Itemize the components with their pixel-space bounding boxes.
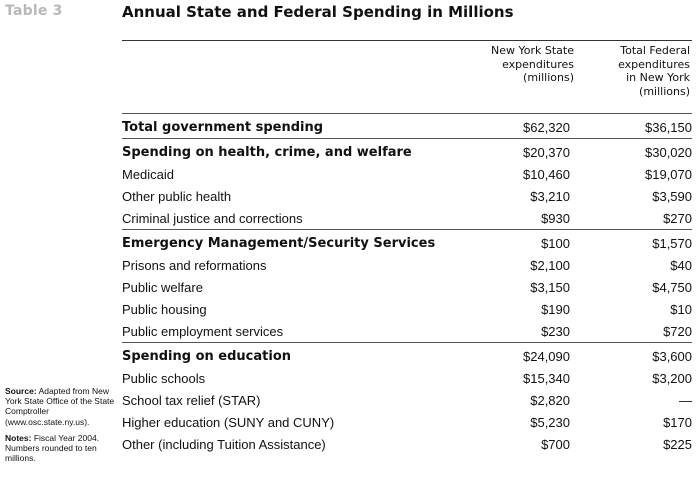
table-row — [122, 320, 692, 342]
top-divider — [122, 40, 692, 41]
federal-value: $270 — [663, 210, 692, 226]
row-label: Criminal justice and corrections — [122, 210, 303, 226]
section-divider — [122, 113, 692, 114]
table-row — [122, 433, 692, 455]
ny-state-value: $5,230 — [530, 414, 570, 430]
table-number-label: Table 3 — [5, 3, 63, 19]
row-label: Spending on health, crime, and welfare — [122, 144, 412, 160]
ny-state-value: $930 — [541, 210, 570, 226]
ny-state-value: $190 — [541, 301, 570, 317]
row-label: Public employment services — [122, 323, 284, 339]
table-section — [122, 113, 692, 138]
column-header-ny-state: New York State expenditures (millions) — [491, 44, 574, 84]
federal-value: $40 — [670, 257, 692, 273]
ny-state-value: $700 — [541, 436, 570, 452]
federal-value: $3,590 — [652, 188, 692, 204]
table-row — [122, 411, 692, 433]
federal-value: — — [679, 392, 692, 408]
side-notes — [5, 386, 117, 469]
ny-state-value: $15,340 — [523, 370, 570, 386]
ny-state-value: $20,370 — [523, 144, 570, 160]
section-header-row — [122, 345, 692, 367]
federal-value: $4,750 — [652, 279, 692, 295]
ny-state-value: $2,100 — [530, 257, 570, 273]
row-label: Public welfare — [122, 279, 203, 295]
section-header-row — [122, 116, 692, 138]
row-label: Public housing — [122, 301, 207, 317]
federal-value: $3,600 — [652, 348, 692, 364]
ny-state-value: $3,150 — [530, 279, 570, 295]
table-title: Annual State and Federal Spending in Millions — [122, 3, 514, 21]
section-header-row — [122, 141, 692, 163]
table-row — [122, 254, 692, 276]
row-label: Prisons and reformations — [122, 257, 267, 273]
ny-state-value: $24,090 — [523, 348, 570, 364]
row-label: School tax relief (STAR) — [122, 392, 261, 408]
table-row — [122, 298, 692, 320]
row-label: Total government spending — [122, 119, 324, 135]
table-row — [122, 276, 692, 298]
federal-value: $720 — [663, 323, 692, 339]
ny-state-value: $62,320 — [523, 119, 570, 135]
ny-state-value: $2,820 — [530, 392, 570, 408]
table-section — [122, 138, 692, 229]
table-section — [122, 229, 692, 342]
row-label: Higher education (SUNY and CUNY) — [122, 414, 335, 430]
federal-value: $19,070 — [645, 166, 692, 182]
table-row — [122, 207, 692, 229]
spending-table — [122, 113, 692, 455]
ny-state-value: $10,460 — [523, 166, 570, 182]
source-note: Source: Adapted from New York State Office of the State Comptroller (www.osc.state.ny.us). — [5, 386, 115, 427]
federal-value: $170 — [663, 414, 692, 430]
federal-value: $36,150 — [645, 119, 692, 135]
column-header-federal: Total Federal expenditures in New York (millions) — [618, 44, 690, 98]
section-header-row — [122, 232, 692, 254]
fiscal-note: Notes: Fiscal Year 2004. Numbers rounded to ten millions. — [5, 432, 100, 464]
federal-value: $3,200 — [652, 370, 692, 386]
row-label: Public schools — [122, 370, 206, 386]
ny-state-value: $100 — [541, 235, 570, 251]
table-row — [122, 367, 692, 389]
federal-value: $225 — [663, 436, 692, 452]
ny-state-value: $3,210 — [530, 188, 570, 204]
section-divider — [122, 138, 692, 139]
row-label: Spending on education — [122, 348, 292, 364]
table-row — [122, 389, 692, 411]
ny-state-value: $230 — [541, 323, 570, 339]
row-label: Emergency Management/Security Services — [122, 235, 436, 251]
table-row — [122, 185, 692, 207]
row-label: Other public health — [122, 188, 232, 204]
table-section — [122, 342, 692, 455]
row-label: Medicaid — [122, 166, 175, 182]
section-divider — [122, 342, 692, 343]
federal-value: $1,570 — [652, 235, 692, 251]
section-divider — [122, 229, 692, 230]
federal-value: $30,020 — [645, 144, 692, 160]
federal-value: $10 — [670, 301, 692, 317]
table-row — [122, 163, 692, 185]
row-label: Other (including Tuition Assistance) — [122, 436, 326, 452]
